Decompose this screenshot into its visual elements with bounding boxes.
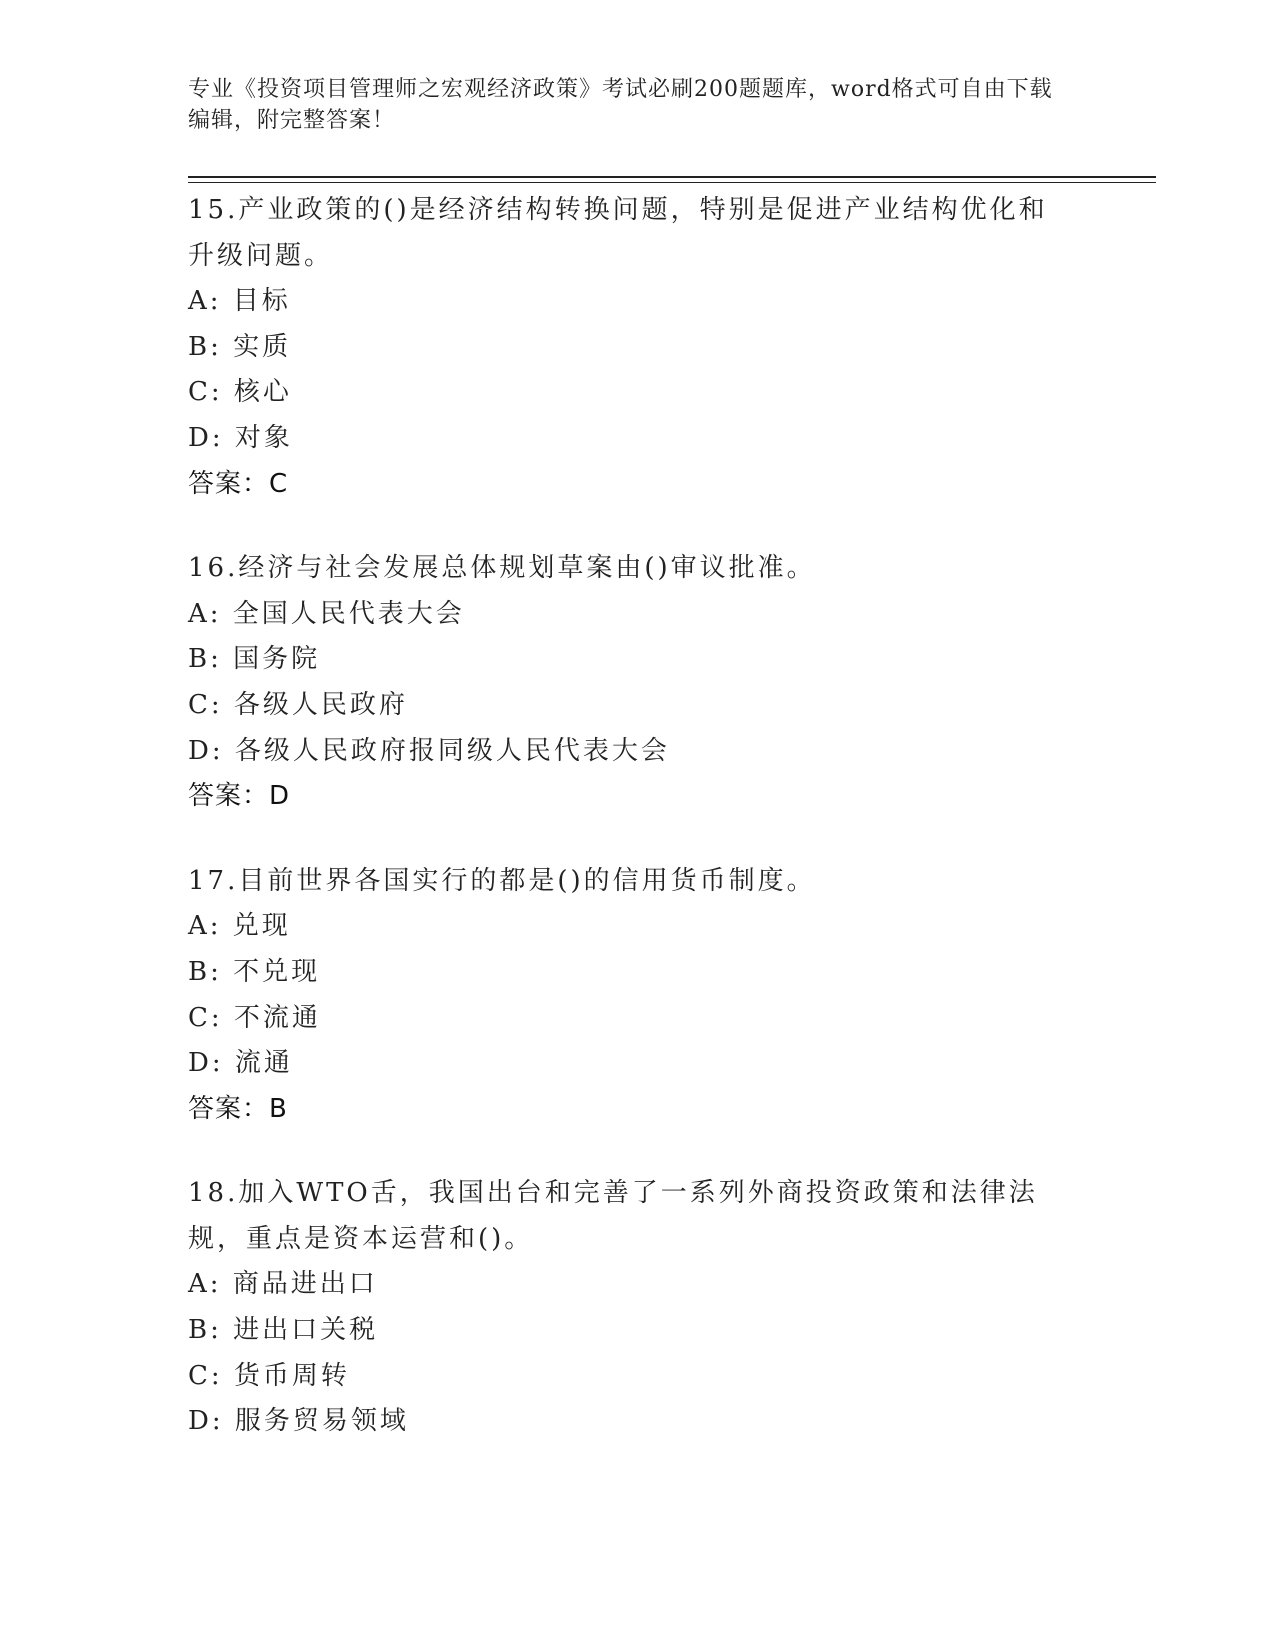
document-header: 专业《投资项目管理师之宏观经济政策》考试必刷200题题库，word格式可自由下载编辑，附完整答案！: [188, 77, 1053, 133]
question-stem: 18.加入WTO舌，我国出台和完善了一系列外商投资政策和法律法规，重点是资本运营和()。: [188, 1178, 1038, 1254]
option-a: A: 商品进出口: [188, 1269, 378, 1300]
question-list: [188, 188, 1068, 1484]
option-a: A: 目标: [188, 286, 291, 317]
option-b: B: 国务院: [188, 644, 321, 675]
answer-line: 答案：D: [188, 781, 291, 812]
question-17: [188, 859, 1068, 1133]
option-a: A: 全国人民代表大会: [188, 598, 465, 629]
option-c: C: 各级人民政府: [188, 689, 408, 720]
option-c: C: 货币周转: [188, 1360, 350, 1391]
question-stem: 16.经济与社会发展总体规划草案由()审议批准。: [188, 553, 816, 584]
header-divider-thin: [188, 182, 1156, 183]
option-d: D: 流通: [188, 1048, 293, 1079]
option-d: D: 服务贸易领域: [188, 1406, 409, 1437]
option-d: D: 各级人民政府报同级人民代表大会: [188, 735, 670, 766]
question-stem: 15.产业政策的()是经济结构转换问题，特别是促进产业结构优化和升级问题。: [188, 195, 1048, 271]
header-divider-thick: [188, 176, 1156, 178]
question-16: [188, 546, 1068, 820]
option-b: B: 不兑现: [188, 956, 321, 987]
option-c: C: 不流通: [188, 1002, 321, 1033]
option-b: B: 进出口关税: [188, 1315, 379, 1346]
answer-line: 答案：B: [188, 1093, 288, 1124]
question-15: [188, 188, 1068, 507]
question-18: [188, 1171, 1068, 1445]
option-c: C: 核心: [188, 377, 292, 408]
answer-line: 答案：C: [188, 468, 289, 499]
question-stem: 17.目前世界各国实行的都是()的信用货币制度。: [188, 865, 816, 896]
option-d: D: 对象: [188, 422, 293, 453]
option-a: A: 兑现: [188, 911, 291, 942]
option-b: B: 实质: [188, 331, 292, 362]
